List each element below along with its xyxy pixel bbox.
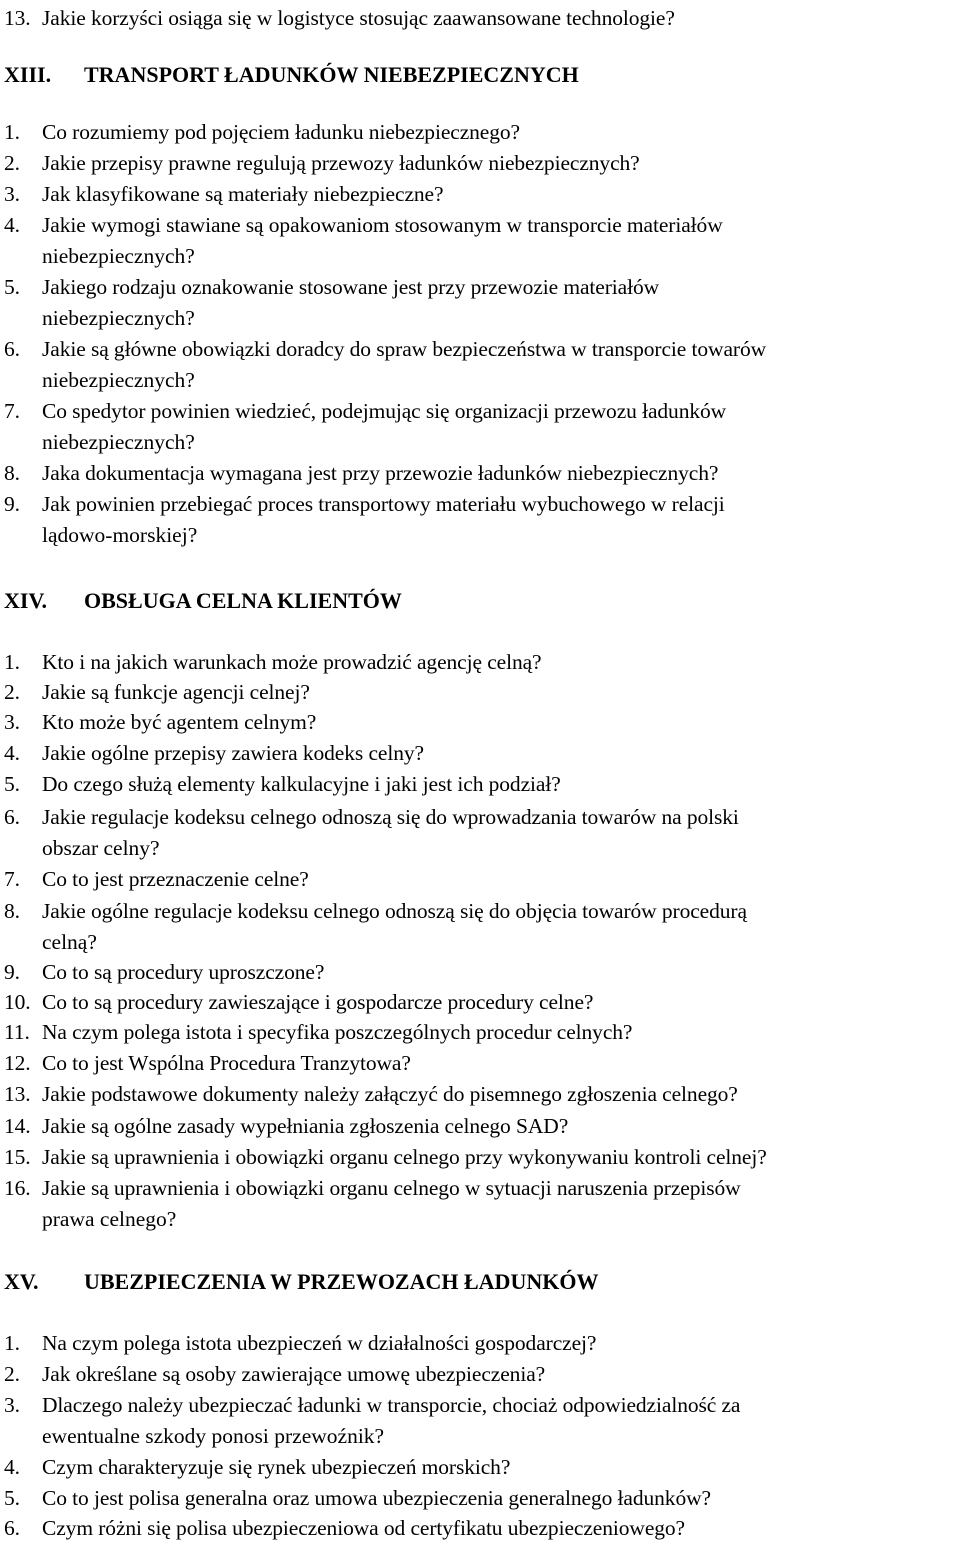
- question-text: Jak klasyfikowane są materiały niebezpieczne?: [42, 182, 444, 206]
- question-number: 1.: [4, 1331, 20, 1355]
- question-number: 1.: [4, 120, 20, 144]
- question-number: 2.: [4, 1362, 20, 1386]
- question-number: 7.: [4, 867, 20, 891]
- question-number: 7.: [4, 399, 20, 423]
- question-number: 6.: [4, 805, 20, 829]
- question-text: Kto może być agentem celnym?: [42, 710, 317, 734]
- section-title: TRANSPORT ŁADUNKÓW NIEBEZPIECZNYCH: [84, 62, 579, 87]
- question-text: Jakie ogólne regulacje kodeksu celnego odnoszą się do objęcia towarów procedurą: [42, 899, 747, 923]
- question-text: Czym różni się polisa ubezpieczeniowa od certyfikatu ubezpieczeniowego?: [42, 1516, 686, 1540]
- question-text: Co to jest polisa generalna oraz umowa ubezpieczenia generalnego ładunków?: [42, 1486, 711, 1510]
- question-number: 9.: [4, 492, 20, 516]
- question-number: 6.: [4, 337, 20, 361]
- question-text: Jak określane są osoby zawierające umowę ubezpieczenia?: [42, 1362, 546, 1386]
- question-number: 13.: [4, 6, 31, 30]
- question-continuation: obszar celny?: [42, 836, 160, 860]
- question-number: 4.: [4, 1455, 20, 1479]
- question-number: 2.: [4, 680, 20, 704]
- question-text: Co to są procedury uproszczone?: [42, 960, 325, 984]
- question-text: Jakie są funkcje agencji celnej?: [42, 680, 310, 704]
- question-text: Jakie korzyści osiąga się w logistyce stosując zaawansowane technologie?: [42, 6, 675, 30]
- question-number: 5.: [4, 1486, 20, 1510]
- question-number: 13.: [4, 1082, 31, 1106]
- question-number: 3.: [4, 710, 20, 734]
- question-text: Jakiego rodzaju oznakowanie stosowane jest przy przewozie materiałów: [42, 275, 660, 299]
- question-number: 3.: [4, 182, 20, 206]
- question-number: 16.: [4, 1176, 31, 1200]
- question-number: 11.: [4, 1020, 30, 1044]
- question-number: 8.: [4, 899, 20, 923]
- section-number: XV.: [4, 1269, 39, 1294]
- question-text: Co to są procedury zawieszające i gospodarcze procedury celne?: [42, 990, 594, 1014]
- question-text: Co spedytor powinien wiedzieć, podejmując się organizacji przewozu ładunków: [42, 399, 727, 423]
- question-text: Czym charakteryzuje się rynek ubezpieczeń morskich?: [42, 1455, 511, 1479]
- question-continuation: niebezpiecznych?: [42, 368, 195, 392]
- question-text: Jakie są ogólne zasady wypełniania zgłoszenia celnego SAD?: [42, 1114, 569, 1138]
- question-number: 6.: [4, 1516, 20, 1540]
- question-number: 5.: [4, 772, 20, 796]
- question-number: 9.: [4, 960, 20, 984]
- question-text: Na czym polega istota ubezpieczeń w działalności gospodarczej?: [42, 1331, 597, 1355]
- question-text: Jakie są uprawnienia i obowiązki organu celnego przy wykonywaniu kontroli celnej?: [42, 1145, 767, 1169]
- question-continuation: prawa celnego?: [42, 1207, 177, 1231]
- question-text: Jakie podstawowe dokumenty należy załączyć do pisemnego zgłoszenia celnego?: [42, 1082, 738, 1106]
- question-text: Jakie przepisy prawne regulują przewozy ładunków niebezpiecznych?: [42, 151, 640, 175]
- question-text: Do czego służą elementy kalkulacyjne i jaki jest ich podział?: [42, 772, 561, 796]
- question-continuation: ewentualne szkody ponosi przewoźnik?: [42, 1424, 385, 1448]
- question-text: Jakie wymogi stawiane są opakowaniom stosowanym w transporcie materiałów: [42, 213, 723, 237]
- question-number: 1.: [4, 650, 20, 674]
- question-text: Co to jest przeznaczenie celne?: [42, 867, 309, 891]
- question-number: 10.: [4, 990, 31, 1014]
- question-text: Kto i na jakich warunkach może prowadzić agencję celną?: [42, 650, 542, 674]
- question-text: Jakie są główne obowiązki doradcy do spraw bezpieczeństwa w transporcie towarów: [42, 337, 767, 361]
- question-text: Co rozumiemy pod pojęciem ładunku niebezpiecznego?: [42, 120, 520, 144]
- question-number: 4.: [4, 213, 20, 237]
- question-number: 5.: [4, 275, 20, 299]
- question-text: Dlaczego należy ubezpieczać ładunki w transporcie, chociaż odpowiedzialność za: [42, 1393, 741, 1417]
- question-continuation: niebezpiecznych?: [42, 244, 195, 268]
- question-number: 15.: [4, 1145, 31, 1169]
- section-number: XIII.: [4, 62, 52, 87]
- question-text: Jaka dokumentacja wymagana jest przy przewozie ładunków niebezpiecznych?: [42, 461, 719, 485]
- question-continuation: celną?: [42, 930, 97, 954]
- question-continuation: niebezpiecznych?: [42, 306, 195, 330]
- question-text: Jakie regulacje kodeksu celnego odnoszą się do wprowadzania towarów na polski: [42, 805, 739, 829]
- section-title: UBEZPIECZENIA W PRZEWOZACH ŁADUNKÓW: [84, 1269, 599, 1294]
- question-continuation: lądowo-morskiej?: [42, 523, 198, 547]
- question-number: 14.: [4, 1114, 31, 1138]
- question-text: Jakie ogólne przepisy zawiera kodeks celny?: [42, 741, 424, 765]
- question-number: 3.: [4, 1393, 20, 1417]
- question-number: 8.: [4, 461, 20, 485]
- question-number: 12.: [4, 1051, 31, 1075]
- question-number: 4.: [4, 741, 20, 765]
- question-text: Co to jest Wspólna Procedura Tranzytowa?: [42, 1051, 411, 1075]
- question-text: Jakie są uprawnienia i obowiązki organu celnego w sytuacji naruszenia przepisów: [42, 1176, 741, 1200]
- question-continuation: niebezpiecznych?: [42, 430, 195, 454]
- section-number: XIV.: [4, 588, 48, 613]
- question-text: Na czym polega istota i specyfika poszczególnych procedur celnych?: [42, 1020, 633, 1044]
- question-number: 2.: [4, 151, 20, 175]
- question-text: Jak powinien przebiegać proces transportowy materiału wybuchowego w relacji: [42, 492, 725, 516]
- section-title: OBSŁUGA CELNA KLIENTÓW: [84, 588, 402, 613]
